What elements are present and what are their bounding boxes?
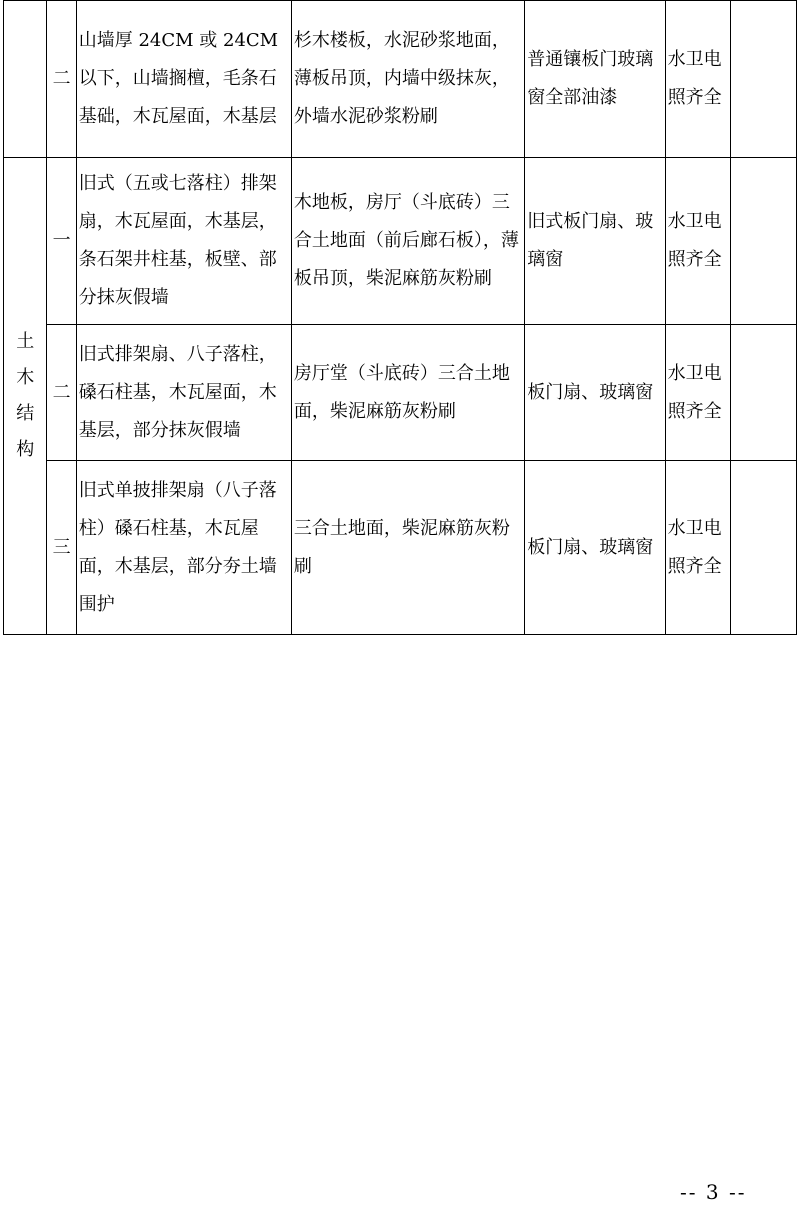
building-standard-table — [3, 0, 797, 635]
utility-cell: 水卫电照齐全 — [665, 461, 731, 635]
page-number: -- 3 -- — [680, 1180, 747, 1204]
table-row — [4, 1, 797, 158]
floor-ceiling-cell: 杉木楼板，水泥砂浆地面，薄板吊顶，内墙中级抹灰，外墙水泥砂浆粉刷 — [291, 1, 524, 158]
structure-cell-empty — [4, 1, 47, 158]
floor-ceiling-cell: 木地板，房厅（斗底砖）三合土地面（前后廊石板），薄板吊顶，柴泥麻筋灰粉刷 — [291, 158, 524, 325]
extra-cell — [731, 461, 797, 635]
utility-cell: 水卫电照齐全 — [665, 325, 731, 461]
table-row — [4, 158, 797, 325]
structure-type-cell — [4, 158, 47, 635]
main-structure-cell: 山墙厚 24CM 或 24CM 以下，山墙搁檀，毛条石基础，木瓦屋面，木基层 — [76, 1, 291, 158]
utility-cell: 水卫电照齐全 — [665, 158, 731, 325]
door-window-cell: 板门扇、玻璃窗 — [525, 325, 665, 461]
extra-cell — [731, 1, 797, 158]
table-row — [4, 461, 797, 635]
grade-cell: 三 — [47, 461, 76, 635]
table-row — [4, 325, 797, 461]
floor-ceiling-cell: 房厅堂（斗底砖）三合土地面，柴泥麻筋灰粉刷 — [291, 325, 524, 461]
extra-cell — [731, 325, 797, 461]
extra-cell — [731, 158, 797, 325]
utility-cell: 水卫电照齐全 — [665, 1, 731, 158]
main-structure-cell: 旧式单披排架扇（八子落柱）磉石柱基，木瓦屋面，木基层，部分夯土墙围护 — [76, 461, 291, 635]
door-window-cell: 板门扇、玻璃窗 — [525, 461, 665, 635]
structure-type-label: 土木结构 — [16, 330, 35, 460]
door-window-cell: 旧式板门扇、玻璃窗 — [525, 158, 665, 325]
main-structure-cell: 旧式（五或七落柱）排架扇，木瓦屋面，木基层，条石架井柱基，板壁、部分抹灰假墙 — [76, 158, 291, 325]
floor-ceiling-cell: 三合土地面，柴泥麻筋灰粉刷 — [291, 461, 524, 635]
grade-cell: 二 — [47, 1, 76, 158]
door-window-cell: 普通镶板门玻璃窗全部油漆 — [525, 1, 665, 158]
grade-cell: 二 — [47, 325, 76, 461]
grade-cell: 一 — [47, 158, 76, 325]
main-structure-cell: 旧式排架扇、八子落柱，磉石柱基，木瓦屋面，木基层，部分抹灰假墙 — [76, 325, 291, 461]
